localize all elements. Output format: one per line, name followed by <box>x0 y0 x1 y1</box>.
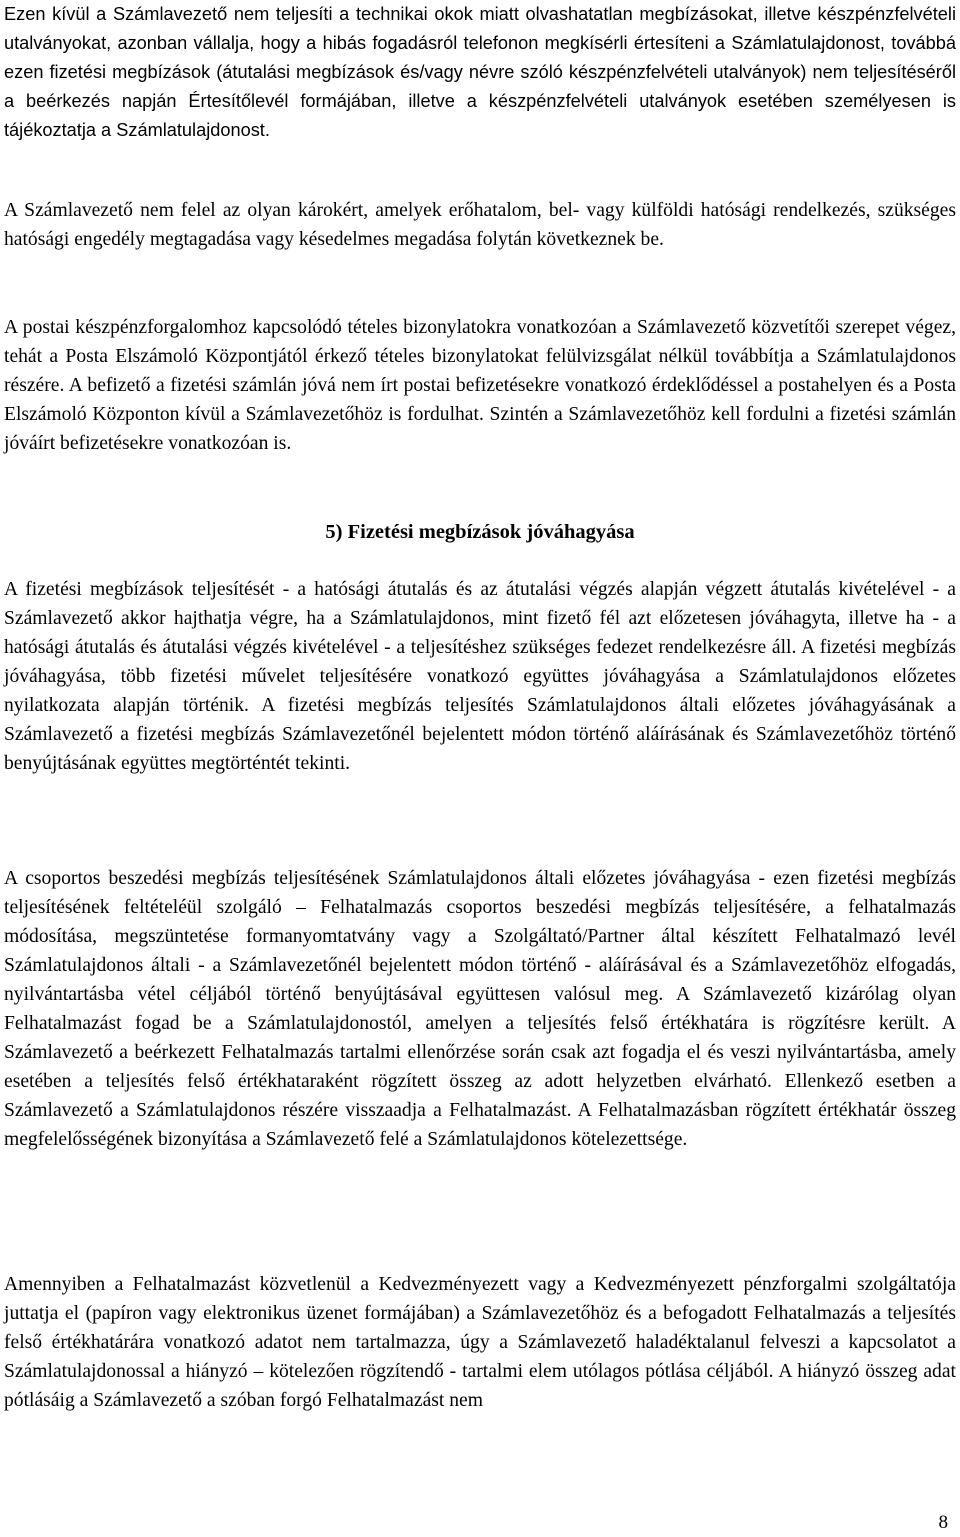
paragraph-technical-rejection: Ezen kívül a Számlavezető nem teljesíti a technikai okok miatt olvashatatlan megbízásokat, illetve készpénzfelvételi utalványokat, azonban vállalja, hogy a hibás fogadásról telefonon megkísérli értesíteni a Számlatulajdonost, továbbá ezen fizetési megbízások (átutalási megbízások és/vagy névre szóló készpénzfelvételi utalványok) nem teljesítéséről a beérkezés napján Értesítőlevél formájában, illetve a készpénzfelvételi utalványok esetében személyesen is tájékoztatja a Számlatulajdonost. <box>4 4 956 140</box>
paragraph-direct-debit-approval: A csoportos beszedési megbízás teljesítésének Számlatulajdonos általi előzetes jóváhagyása - ezen fizetési megbízás teljesítésének feltételéül szolgáló – Felhatalmazás csoportos beszedési megbízás teljesítésére, a felhatalmazás módosítása, megszüntetése formanyomtatvány vagy a Szolgáltató/Partner által készített Felhatalmazó levél Számlatulajdonos általi - a Számlavezetőnél bejelentett módon történő - aláírásával és a Számlavezetőhöz elfogadás, nyilvántartásba vétel céljából történő benyújtásával együttesen valósul meg. A Számlavezető kizárólag olyan Felhatalmazást fogad be a Számlatulajdonostól, amelyen a teljesítés felső értékhatára is rögzítésre került. A Számlavezető a beérkezett Felhatalmazás tartalmi ellenőrzése során csak azt fogadja el és veszi nyilvántartásba, amely esetében a teljesítés felső értékhataraként rögzített összeg az adott helyzetben elvárható. Ellenkező esetben a Számlavezető a Számlatulajdonos részére visszaadja a Felhatalmazást. A Felhatalmazásban rögzített értékhatár összeg megfelelősségének bizonyítása a Számlavezető felé a Számlatulajdonos kötelezettsége. <box>4 868 956 1150</box>
paragraph-liability-exclusion: A Számlavezető nem felel az olyan károkért, amelyek erőhatalom, bel- vagy külföldi hatósági rendelkezés, szükséges hatósági engedély megtagadása vagy késedelmes megadása folytán következnek be. <box>4 200 956 250</box>
page-number: 8 <box>938 1512 948 1533</box>
paragraph-postal-cash-turnover: A postai készpénzforgalomhoz kapcsolódó tételes bizonylatokra vonatkozóan a Számlavezető közvetítői szerepet végez, tehát a Posta Elszámoló Központjától érkező tételes bizonylatokat felülvizsgálat nélkül továbbítja a Számlatulajdonos részére. A befizető a fizetési számlán jóvá nem írt postai befizetésekre vonatkozó érdeklődéssel a postahelyen és a Posta Elszámoló Központon kívül a Számlavezetőhöz is fordulhat. Szintén a Számlavezetőhöz kell fordulni a fizetési számlán jóváírt befizetésekre vonatkozóan is. <box>4 317 956 454</box>
paragraph-authorization-missing-data: Amennyiben a Felhatalmazást közvetlenül a Kedvezményezett vagy a Kedvezményezett pénzforgalmi szolgáltatója juttatja el (papíron vagy elektronikus üzenet formájában) a Számlavezetőhöz és a befogadott Felhatalmazás a teljesítés felső értékhatárára vonatkozó adatot nem tartalmazza, úgy a Számlavezető haladéktalanul felveszi a kapcsolatot a Számlatulajdonossal a hiányzó – kötelezően rögzítendő - tartalmi elem utólagos pótlása céljából. A hiányzó összeg adat pótlásáig a Számlavezető a szóban forgó Felhatalmazást nem <box>4 1274 956 1411</box>
paragraph-payment-approval: A fizetési megbízások teljesítését - a hatósági átutalás és az átutalási végzés alapján végzett átutalás kivételével - a Számlavezető akkor hajthatja végre, ha a Számlatulajdonos, mint fizető fél azt előzetesen jóváhagyta, illetve ha - a hatósági átutalás és átutalási végzés kivételével - a teljesítéshez szükséges fedezet rendelkezésre áll. A fizetési megbízás jóváhagyása, több fizetési művelet teljesítésére vonatkozó együttes jóváhagyása a Számlatulajdonos előzetes nyilatkozata alapján történik. A fizetési megbízás teljesítés Számlatulajdonos általi előzetes jóváhagyásának a Számlavezető a fizetési megbízás Számlavezetőnél bejelentett módon történő aláírásának és Számlavezetőhöz történő benyújtásának együttes megtörténtét tekinti. <box>4 579 956 774</box>
section-heading: 5) Fizetési megbízások jóváhagyása <box>325 521 635 543</box>
